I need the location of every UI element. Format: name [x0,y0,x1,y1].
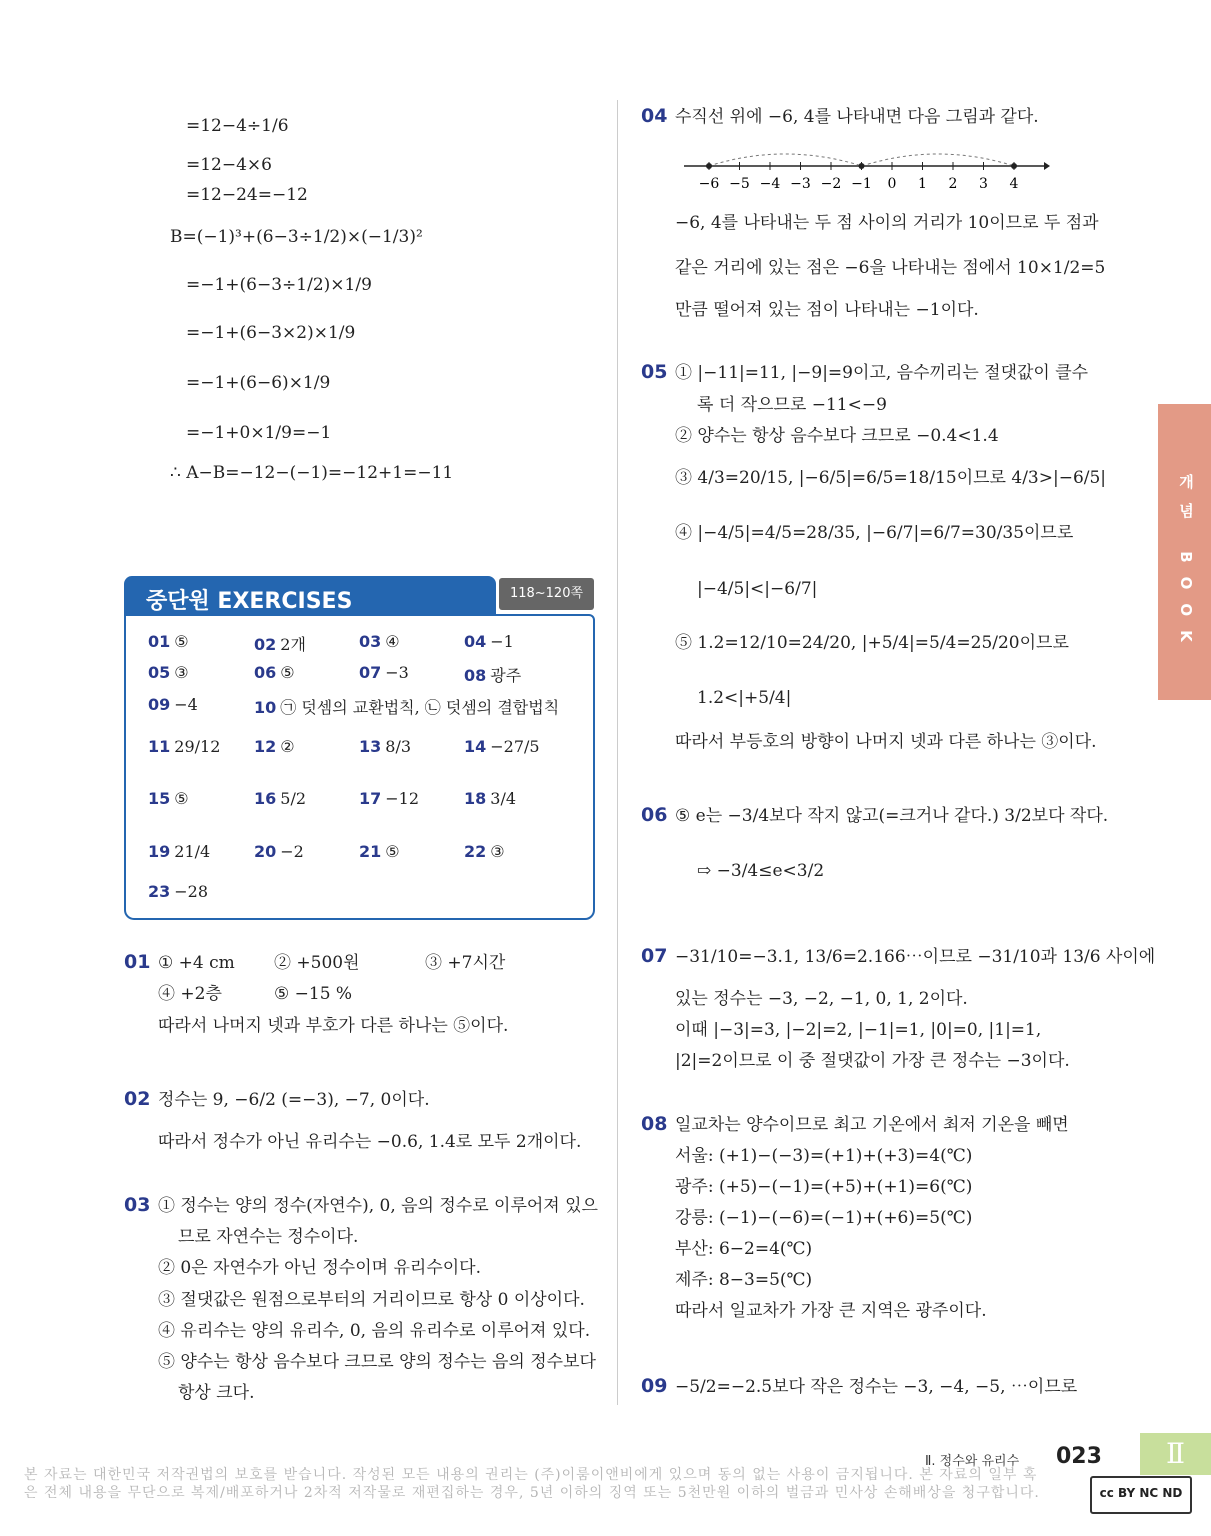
page-number: 023 [1056,1444,1102,1469]
solution-text: ⑤ −15 % [274,984,353,1004]
solution-text: ② +500원 [274,953,360,973]
exercises-header [124,576,496,618]
math-line: B=(−1)³+(6−3÷1/2)×(−1/3)² [170,227,423,247]
solution-text: ① 정수는 양의 정수(자연수), 0, 음의 정수로 이루어져 있으 [158,1196,598,1216]
solution-text: 광주: (+5)−(−1)=(+5)+(+1)=6(℃) [675,1177,973,1197]
number-line-tick-label: −3 [790,176,811,192]
number-line-tick-label: 0 [887,176,897,192]
solution-text: 만큼 떨어져 있는 점이 나타내는 −1이다. [675,300,979,320]
answer-item: 17 −12 [359,789,420,808]
number-line-tick-label: −4 [759,176,781,192]
solution-number: 01 [124,951,151,973]
answer-item: 07 −3 [359,663,409,682]
solution-text: 이때 |−3|=3, |−2|=2, |−1|=1, |0|=0, |1|=1, [675,1020,1042,1040]
solution-number: 03 [124,1194,151,1216]
solution-text: 항상 크다. [178,1383,255,1403]
solution-text: ④ +2층 [158,984,222,1004]
solution-number: 05 [641,361,668,383]
solution-text: ② 양수는 항상 음수보다 크므로 −0.4<1.4 [675,426,999,446]
solution-text: |2|=2이므로 이 중 절댓값이 가장 큰 정수는 −3이다. [675,1051,1070,1071]
answer-item: 03 ④ [359,632,400,651]
answer-item: 12 ② [254,737,295,756]
answer-item: 18 3/4 [464,789,517,808]
side-tab [1158,404,1211,700]
solution-text: −31/10=−3.1, 13/6=2.166⋯이므로 −31/10과 13/6 사이에 [675,947,1156,967]
number-line-tick-label: −2 [820,176,842,192]
answer-item: 05 ③ [148,663,189,682]
math-line: =−1+0×1/9=−1 [186,423,332,443]
exercises-title: 중단원 EXERCISES [146,589,353,614]
math-line: ∴ A−B=−12−(−1)=−12+1=−11 [170,463,454,483]
chapter-title: Ⅱ. 정수와 유리수 [925,1454,1020,1469]
distance-arc [709,154,862,166]
solution-text: ⑤ e는 −3/4보다 작지 않고(=크거나 같다.) 3/2보다 작다. [675,806,1109,826]
solution-text: 따라서 부등호의 방향이 나머지 넷과 다른 하나는 ③이다. [675,732,1097,752]
number-line-tick-label: −1 [851,176,872,192]
solution-text: ③ 절댓값은 원점으로부터의 거리이므로 항상 0 이상이다. [158,1290,585,1310]
solution-text: 있는 정수는 −3, −2, −1, 0, 1, 2이다. [675,989,968,1009]
solution-text: 일교차는 양수이므로 최고 기온에서 최저 기온을 빼면 [675,1115,1069,1135]
exercises-pages: 118~120쪽 [499,578,594,610]
math-line: =12−24=−12 [186,185,308,205]
number-line-point [859,163,865,169]
solution-text: ⑤ 1.2=12/10=24/20, |+5/4|=5/4=25/20이므로 [675,633,1069,653]
answer-item: 11 29/12 [148,737,221,756]
math-line: =−1+(6−3÷1/2)×1/9 [186,275,372,295]
solution-text: ① |−11|=11, |−9|=9이고, 음수끼리는 절댓값이 클수 [675,363,1089,383]
solution-text: ② 0은 자연수가 아닌 정수이며 유리수이다. [158,1258,481,1278]
distance-arc [862,154,1014,166]
answer-item: 02 2개 [254,635,306,654]
number-line-tick-label: 2 [948,176,958,192]
answer-item: 23 −28 [148,882,209,901]
exercises-answer-box [124,614,595,920]
answer-item: 10 ㉠ 덧셈의 교환법칙, ㉡ 덧셈의 결합법칙 [254,698,560,717]
solution-number: 08 [641,1113,668,1135]
number-line-point [706,163,712,169]
solution-text: 따라서 일교차가 가장 큰 지역은 광주이다. [675,1301,987,1321]
answer-item: 09 −4 [148,695,198,714]
number-line-tick-label: −5 [729,176,750,192]
answer-item: 13 8/3 [359,737,412,756]
solution-text: 제주: 8−3=5(℃) [675,1270,813,1290]
math-line: =12−4÷1/6 [186,116,289,136]
number-line-point [1011,163,1017,169]
solution-text: ① +4 cm [158,953,235,973]
answer-item: 16 5/2 [254,789,307,808]
number-line-tick-label: −6 [698,176,720,192]
solution-text: 같은 거리에 있는 점은 −6을 나타내는 점에서 10×1/2=5 [675,258,1106,278]
solution-text: 1.2<|+5/4| [697,688,792,708]
answer-item: 15 ⑤ [148,789,189,808]
side-tab-label: 개념 BOOK [1177,474,1195,656]
solution-number: 02 [124,1088,151,1110]
solution-text: ③ +7시간 [425,953,506,973]
answer-item: 04 −1 [464,632,514,651]
number-line-tick-label: 4 [1009,176,1019,192]
solution-number: 07 [641,945,668,967]
answer-item: 01 ⑤ [148,632,189,651]
math-line: =−1+(6−6)×1/9 [186,373,331,393]
arrow-right-icon [1044,162,1050,170]
solution-text: 따라서 나머지 넷과 부호가 다른 하나는 ⑤이다. [158,1016,509,1036]
answer-item: 20 −2 [254,842,304,861]
answer-item: 22 ③ [464,842,505,861]
solution-text: 록 더 작으므로 −11<−9 [697,395,887,415]
cc-license-badge: cc BY NC ND [1090,1476,1192,1514]
solution-text: 정수는 9, −6/2 (=−3), −7, 0이다. [158,1090,430,1110]
chapter-tab: Ⅱ [1140,1433,1211,1475]
answer-item: 14 −27/5 [464,737,540,756]
number-line-tick-label: 3 [979,176,988,192]
solution-number: 09 [641,1375,668,1397]
solution-text: ⇨ −3/4≤e<3/2 [697,861,825,881]
math-line: =−1+(6−3×2)×1/9 [186,323,356,343]
number-line-figure [680,140,1050,196]
solution-text: 므로 자연수는 정수이다. [178,1227,359,1247]
copyright-notice: 본 자료는 대한민국 저작권법의 보호를 받습니다. 작성된 모든 내용의 권리는 (주)이룸이앤비에게 있으며 동의 없는 사용이 금지됩니다. 본 자료의 일부 혹은 전체 내용을 무단으로 복제/배포하거나 2차적 저작물로 재편집하는 경우, 5년 이하의 징역 또는 5천만원 이하의 벌금과 민사상 손해배상을 청구합니다. [24,1467,1040,1501]
solution-text: 강릉: (−1)−(−6)=(−1)+(+6)=5(℃) [675,1208,973,1228]
solution-text: |−4/5|<|−6/7| [697,579,818,599]
solution-text: −5/2=−2.5보다 작은 정수는 −3, −4, −5, ⋯이므로 [675,1377,1078,1397]
solution-number: 04 [641,105,668,127]
solution-number: 06 [641,804,668,826]
column-divider [617,100,618,1405]
solution-text: ③ 4/3=20/15, |−6/5|=6/5=18/15이므로 4/3>|−6/5| [675,468,1107,488]
number-line-tick-label: 1 [918,176,927,192]
solution-text: −6, 4를 나타내는 두 점 사이의 거리가 10이므로 두 점과 [675,213,1099,233]
solution-text: ④ |−4/5|=4/5=28/35, |−6/7|=6/7=30/35이므로 [675,523,1074,543]
solution-text: 수직선 위에 −6, 4를 나타내면 다음 그림과 같다. [675,107,1039,127]
answer-item: 19 21/4 [148,842,211,861]
solution-text: 부산: 6−2=4(℃) [675,1239,813,1259]
solution-text: 서울: (+1)−(−3)=(+1)+(+3)=4(℃) [675,1146,973,1166]
math-line: =12−4×6 [186,155,272,175]
answer-item: 21 ⑤ [359,842,400,861]
answer-item: 06 ⑤ [254,663,295,682]
solution-text: ⑤ 양수는 항상 음수보다 크므로 양의 정수는 음의 정수보다 [158,1352,596,1372]
answer-item: 08 광주 [464,666,522,685]
solution-text: ④ 유리수는 양의 유리수, 0, 음의 유리수로 이루어져 있다. [158,1321,591,1341]
solution-text: 따라서 정수가 아닌 유리수는 −0.6, 1.4로 모두 2개이다. [158,1132,582,1152]
